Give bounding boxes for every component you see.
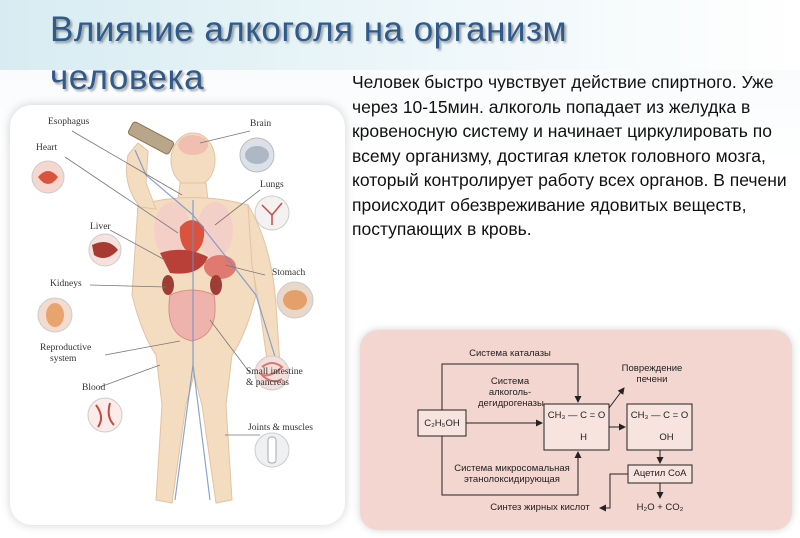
adh-line1: Система [490,376,530,387]
label-heart: Heart [36,143,58,153]
damage-line2: печени [636,374,668,385]
meos-system-label [448,463,576,485]
acetic-acid-formula-bottom: OH [659,432,674,443]
scheme-diagram [360,330,792,530]
liver-thumbnail [89,234,121,266]
label-brain: Brain [250,119,272,129]
stomach-thumbnail [277,282,313,318]
label-lungs: Lungs [260,180,284,190]
meos-line1: Система микросомальная [454,463,570,474]
heart-thumbnail [32,161,64,193]
adh-system-label [478,376,542,409]
label-reproductive-system [40,343,91,365]
catalase-system-label: Система каталазы [469,348,551,359]
lungs-thumbnail [255,196,289,230]
water-co2-products: H₂O + CO₂ [636,502,684,513]
acetic-acid-formula-top: CH₃ — C = O [630,410,689,421]
label-reproductive-line2: system [50,354,77,364]
label-intestine-line1: Small intestine [246,367,303,377]
joints-thumbnail [255,433,289,467]
ethanol-formula: C₂H₅OH [424,418,460,429]
acetaldehyde-formula-bottom: H [580,432,587,443]
brain-organ [178,135,208,155]
liver-damage-label [612,363,692,385]
label-kidneys: Kidneys [50,279,82,289]
kidney-left [162,275,174,295]
label-small-intestine [246,367,303,389]
fatty-acid-synthesis-label: Синтез жирных кислот [490,502,590,513]
human-body-figure [10,105,345,525]
blood-thumbnail [88,398,122,432]
kidneys-thumbnail [38,298,72,332]
label-blood: Blood [82,383,106,393]
adh-line2: алкоголь- [488,387,532,398]
label-esophagus: Esophagus [48,117,90,127]
label-reproductive-line1: Reproductive [40,343,92,353]
adh-line3: дегидрогеназы [478,398,544,409]
stomach-organ [204,255,236,279]
kidney-right [210,275,222,295]
title-line-2: человека [50,58,205,97]
ethanol-metabolism-scheme [360,330,792,530]
brain-thumbnail [240,138,274,172]
label-joints-muscles: Joints & muscles [248,423,313,433]
anatomy-illustration [10,105,345,525]
label-liver: Liver [90,222,111,232]
label-intestine-line2: & pancreas [246,378,289,388]
damage-line1: Повреждение [621,363,683,374]
title-line-1: Влияние алкоголя на организм [50,10,568,49]
acetyl-coa-label: Ацетил CoA [633,468,687,479]
acetaldehyde-formula-top: CH₃ — C = O [547,410,606,421]
meos-line2: этанолоксидирующая [464,474,560,485]
description-paragraph: Человек быстро чувствует действие спиртного. Уже через 10-15мин. алкоголь попадает из желудка в кровеносную систему и начинает циркулировать по всему организму, достигая клеток головного мозга, который контролирует работу всех органов. В печени происходит обезвреживание ядовитых веществ, поступающих в кровь. [352,72,787,239]
label-stomach: Stomach [272,268,306,278]
